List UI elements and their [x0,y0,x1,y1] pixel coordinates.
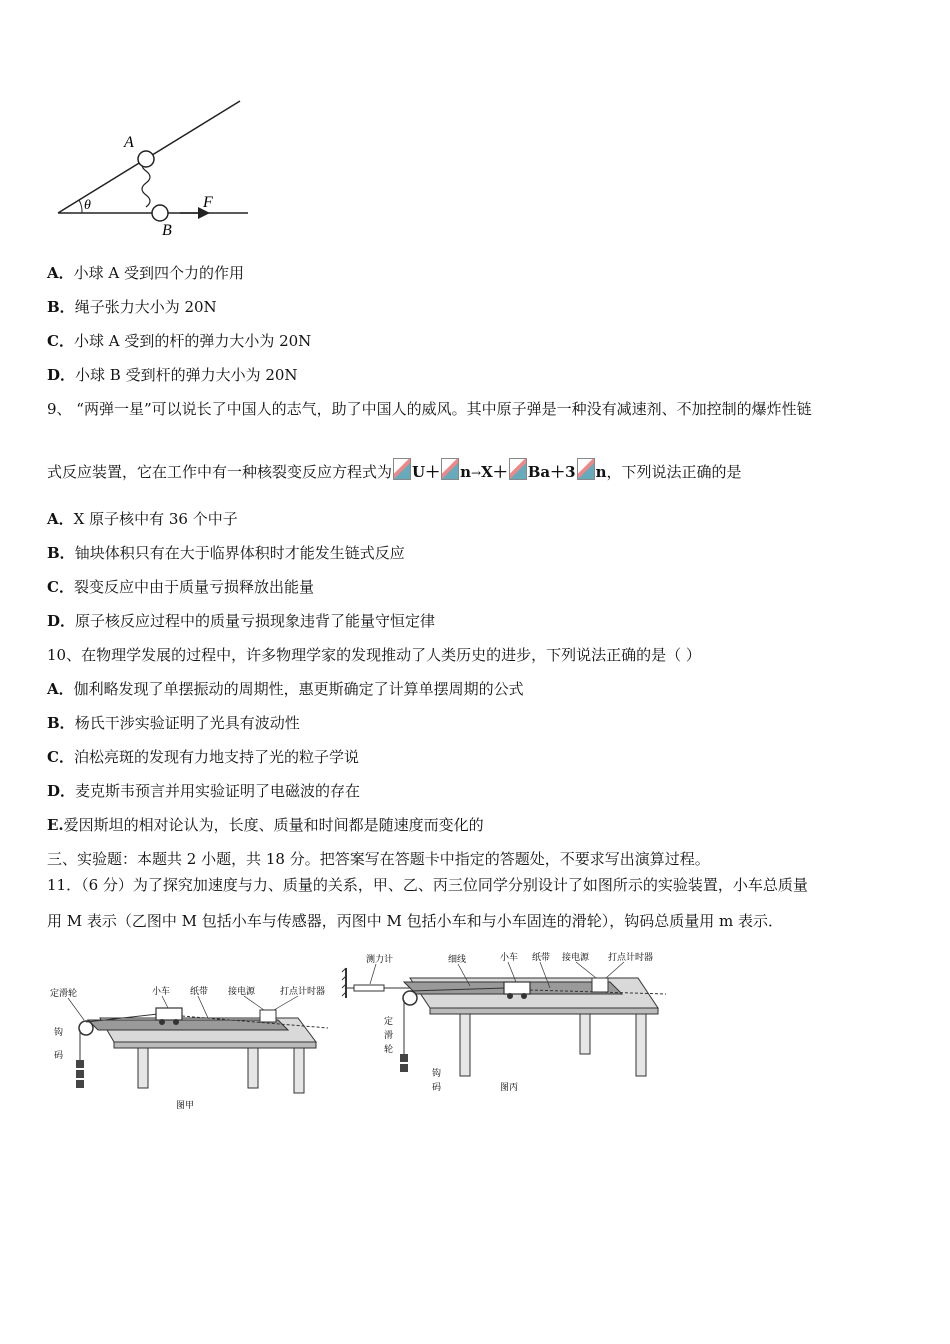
experiment-figure-bing [340,948,670,1108]
svg-text:滑: 滑 [384,1031,394,1041]
svg-text:接电源: 接电源 [562,953,590,963]
q11-stem-line2: 用 M 表示（乙图中 M 包括小车与传感器，丙图中 M 包括小车和与小车固连的滑轮），钩码总质量用 m 表示． [47,912,783,930]
timer [260,1010,276,1022]
label-a: A [124,134,134,151]
svg-text:接电源: 接电源 [228,987,256,997]
svg-text:小车: 小车 [152,987,171,997]
svg-text:码: 码 [54,1051,64,1061]
svg-text:图甲: 图甲 [176,1101,195,1111]
q9-option-b: B．铀块体积只有在大于临界体积时才能发生链式反应 [47,544,405,562]
table-leg [138,1048,148,1088]
svg-text:轮: 轮 [384,1045,394,1055]
svg-text:纸带: 纸带 [190,987,209,997]
cart [504,982,530,994]
q10-option-b: B．杨氏干涉实验证明了光具有波动性 [47,714,300,732]
q9-option-c: C．裂变反应中由于质量亏损释放出能量 [47,578,314,596]
label-theta: θ [84,198,91,213]
table-edge [430,1008,658,1014]
svg-text:纸带: 纸带 [532,953,551,963]
svg-text:小车: 小车 [500,953,519,963]
q10-option-a: A．伽利略发现了单摆振动的周期性，惠更斯确定了计算单摆周期的公式 [47,680,524,698]
svg-text:码: 码 [432,1083,442,1093]
experiment-figure-jia [48,980,338,1115]
track [88,1020,288,1030]
svg-text:打点计时器: 打点计时器 [280,987,326,997]
label-f: F [203,194,213,211]
table-edge [114,1042,316,1048]
hook-weight [76,1060,84,1068]
q10-option-e: E.爱因斯坦的相对论认为，长度、质量和时间都是随速度而变化的 [47,816,484,834]
q8-option-b: B．绳子张力大小为 20N [47,298,217,316]
rod-ball-figure [50,95,260,245]
q9-stem-line2: 式反应装置，它在工作中有一种核裂变反应方程式为 U＋ n→X＋ Ba＋3 n，下列说法正确的是 [47,458,741,482]
svg-text:测力计: 测力计 [366,955,394,965]
spring-scale [354,985,384,991]
q9-option-d: D．原子核反应过程中的质量亏损现象违背了能量守恒定律 [47,612,436,630]
nuclide-placeholder-icon [509,458,527,480]
hook-weight [76,1070,84,1078]
nuclide-placeholder-icon [393,458,411,480]
q10-stem: 10、在物理学发展的过程中，许多物理学家的发现推动了人类历史的进步，下列说法正确的是（ ） [47,646,701,664]
ball-b [152,205,168,221]
table-leg [580,1014,590,1054]
q9-option-a: A．X 原子核中有 36 个中子 [47,510,238,528]
table-leg [460,1014,470,1076]
svg-text:定: 定 [384,1017,394,1027]
section-3-heading: 三、实验题：本题共 2 小题，共 18 分。把答案写在答题卡中指定的答题处，不要求写出演算过程。 [47,850,710,868]
q11-stem-line1: 11．（6 分）为了探究加速度与力、质量的关系，甲、乙、丙三位同学分别设计了如图所示的实验装置，小车总质量 [47,876,808,894]
svg-text:图丙: 图丙 [500,1083,519,1093]
hook-weight [400,1054,408,1062]
hook-weight [400,1064,408,1072]
q10-option-c: C．泊松亮斑的发现有力地支持了光的粒子学说 [47,748,359,766]
label-b: B [162,222,172,239]
ball-a [138,151,154,167]
svg-text:钩: 钩 [54,1028,64,1038]
pulley [403,991,417,1005]
q9-stem-line1: 9、 “两弹一星”可以说长了中国人的志气，助了中国人的威风。其中原子弹是一种没有减速剂、不加控制的爆炸性链 [47,400,812,418]
svg-text:细线: 细线 [448,955,467,965]
nuclide-placeholder-icon [441,458,459,480]
timer [592,978,608,992]
table-leg [248,1048,258,1088]
svg-text:打点计时器: 打点计时器 [608,953,654,963]
table-leg [294,1048,304,1093]
table-leg [636,1014,646,1076]
q8-option-a: A．小球 A 受到四个力的作用 [47,264,245,282]
q8-option-d: D．小球 B 受到杆的弹力大小为 20N [47,366,298,384]
hook-weight [76,1080,84,1088]
svg-text:钩: 钩 [432,1069,442,1079]
cart [156,1008,182,1020]
q10-option-d: D．麦克斯韦预言并用实验证明了电磁波的存在 [47,782,361,800]
svg-text:定滑轮: 定滑轮 [50,989,78,999]
pulley [79,1021,93,1035]
q8-option-c: C．小球 A 受到的杆的弹力大小为 20N [47,332,312,350]
theta-arc [79,200,82,213]
nuclide-placeholder-icon [577,458,595,480]
